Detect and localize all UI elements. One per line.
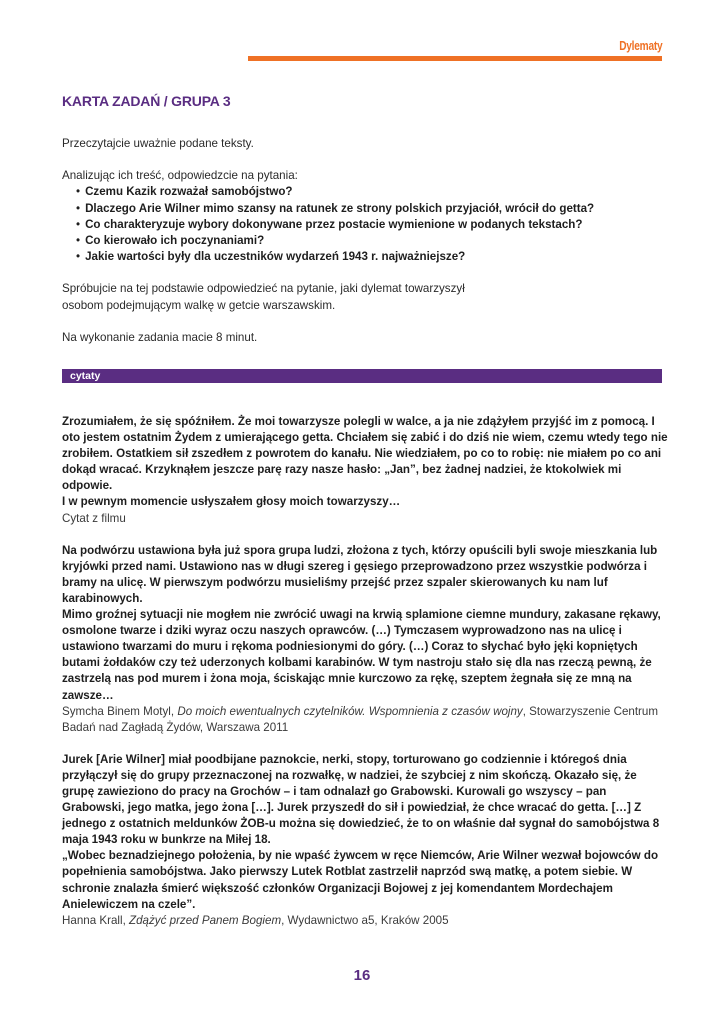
quote-text: Jurek [Arie Wilner] miał poodbijane paznokcie, nerki, stopy, torturowano go codziennie i któregoś dnia przyłączył się do grupy przeznaczonej na rozwałkę, w nadziei, że szybciej z nim skończą. Okazało się, że grupę zawieziono do pracy na Grochów – i tam odnalazł go Grabowski. Kurowali go wszyscy – pan Grabowski, jego matka, jego żona […]. Jurek przyszedł do sił i powiedział, że chce wracać do getta. […] Z jednego z ostatnich meldunków ŻOB-u można się dowiedzieć, że to on właśnie dał sygnał do samobójstwa 8 maja 1943 roku w bunkrze na Miłej 18. (62, 752, 660, 847)
instruction-time: Na wykonanie zadania macie 8 minut. (62, 330, 258, 344)
quote-text-continued: „Wobec beznadziejnego położenia, by nie wpaść żywcem w ręce Niemców, Arie Wilner wezwał bojowców do popełnienia samobójstwa. Jako pierwszy Lutek Rotblat zastrzelił naprzód swą matkę, a potem siebie. W schronie znalazła śmierć większość członków Organizacji Bojowej z jej komendantem Mordechajem Anielewiczem na czele”. (62, 849, 659, 911)
quote-source (62, 913, 672, 929)
question-item: • Dlaczego Arie Wilner mimo szansy na ratunek ze strony polskich przyjaciół, wrócił do getta? (76, 201, 672, 217)
question-item: • Co kierowało ich poczynaniami? (76, 233, 672, 249)
quote-text: Zrozumiałem, że się spóźniłem. Że moi towarzysze polegli w walce, a ja nie zdążyłem przyjść im z pomocą. I oto jestem ostatnim Żydem z umierającego getta. Chciałem się zabić i do dziś nie wiem, czemu wtedy tego nie zrobiłem. Ostatkiem sił zszedłem z powrotem do kanału. Nie wiedziałem, po co to robię: nie miałem po co ani dokąd wracać. Krzyknąłem jeszcze parę razy nasze hasło: „Jan”, bez żadnej nadziei, że ktokolwiek mi odpowie. (62, 415, 668, 493)
quotes-section (62, 414, 672, 945)
quote-block (62, 752, 672, 929)
quote-block (62, 543, 672, 736)
quote-source-author: Cytat z filmu (62, 511, 126, 525)
quote-source-publisher: , Stowarzyszenie Centrum Badań nad Zagładą Żydów, Warszawa 2011 (62, 704, 659, 734)
instruction-lead: Analizując ich treść, odpowiedzcie na pytania: (62, 169, 298, 183)
quote-text-continued: Mimo groźnej sytuacji nie mogłem nie zwrócić uwagi na krwią splamione ciemne mundury, zakasane rękawy, osmolone twarze i dziki wyraz oczu naszych oprawców. (…) Tymczasem wyprowadzono nas na ulicę i ustawiono twarzami do muru i rękoma podniesionymi do góry. (…) Coraz to słychać było jęki kopniętych butami żołdaków czy też uderzonych kolbami karabinów. W tym nastroju stało się dla nas rzeczą pewną, że zastrzelą nas pod murem i żona moja, ściskając mnie kurczowo za rękę, szeptem żegnała się ze mną na zawsze… (62, 608, 661, 702)
quote-text: Na podwórzu ustawiona była już spora grupa ludzi, złożona z tych, którzy opuścili byli swoje mieszkania lub kryjówki przed nami. Ustawiono nas w długi szereg i gęsiego przeprowadzono przez wszystkie podwórza i bramy na ulicę. W pierwszym podwórzu musieliśmy przejść przez szpaler skierowanych ku nam luf karabinowych. (62, 543, 658, 605)
quote-block (62, 414, 672, 527)
quote-source-title: Do moich ewentualnych czytelników. Wspomnienia z czasów wojny (177, 704, 523, 718)
quote-source-title: Zdążyć przed Panem Bogiem (129, 913, 282, 927)
quote-source (62, 511, 672, 527)
header-divider (248, 56, 662, 61)
quote-text-continued: I w pewnym momencie usłyszałem głosy moich towarzyszy… (62, 495, 401, 509)
header-section-label: Dylematy (618, 38, 662, 53)
section-header-label: cytaty (70, 370, 101, 382)
task-instructions (62, 136, 672, 346)
quote-source-publisher: , Wydawnictwo a5, Kraków 2005 (281, 913, 449, 927)
section-header-bar (62, 369, 662, 383)
page-title: KARTA ZADAŃ / GRUPA 3 (62, 93, 231, 109)
instruction-read: Przeczytajcie uważnie podane teksty. (62, 137, 254, 150)
quote-source (62, 704, 672, 736)
question-item: • Jakie wartości były dla uczestników wydarzeń 1943 r. najważniejsze? (76, 249, 672, 265)
page-number: 16 (353, 967, 371, 984)
question-list (62, 184, 672, 265)
quote-source-author: Hanna Krall, (62, 913, 130, 927)
instruction-task-line-1: Spróbujcie na tej podstawie odpowiedzieć na pytanie, jaki dylemat towarzyszył (62, 282, 465, 296)
instruction-task-line-2: osobom podejmującym walkę w getcie warszawskim. (62, 298, 336, 312)
question-item: • Co charakteryzuje wybory dokonywane przez postacie wymienione w podanych tekstach? (76, 217, 672, 233)
quote-source-author: Symcha Binem Motyl, (62, 704, 178, 718)
question-item: • Czemu Kazik rozważał samobójstwo? (76, 184, 672, 200)
